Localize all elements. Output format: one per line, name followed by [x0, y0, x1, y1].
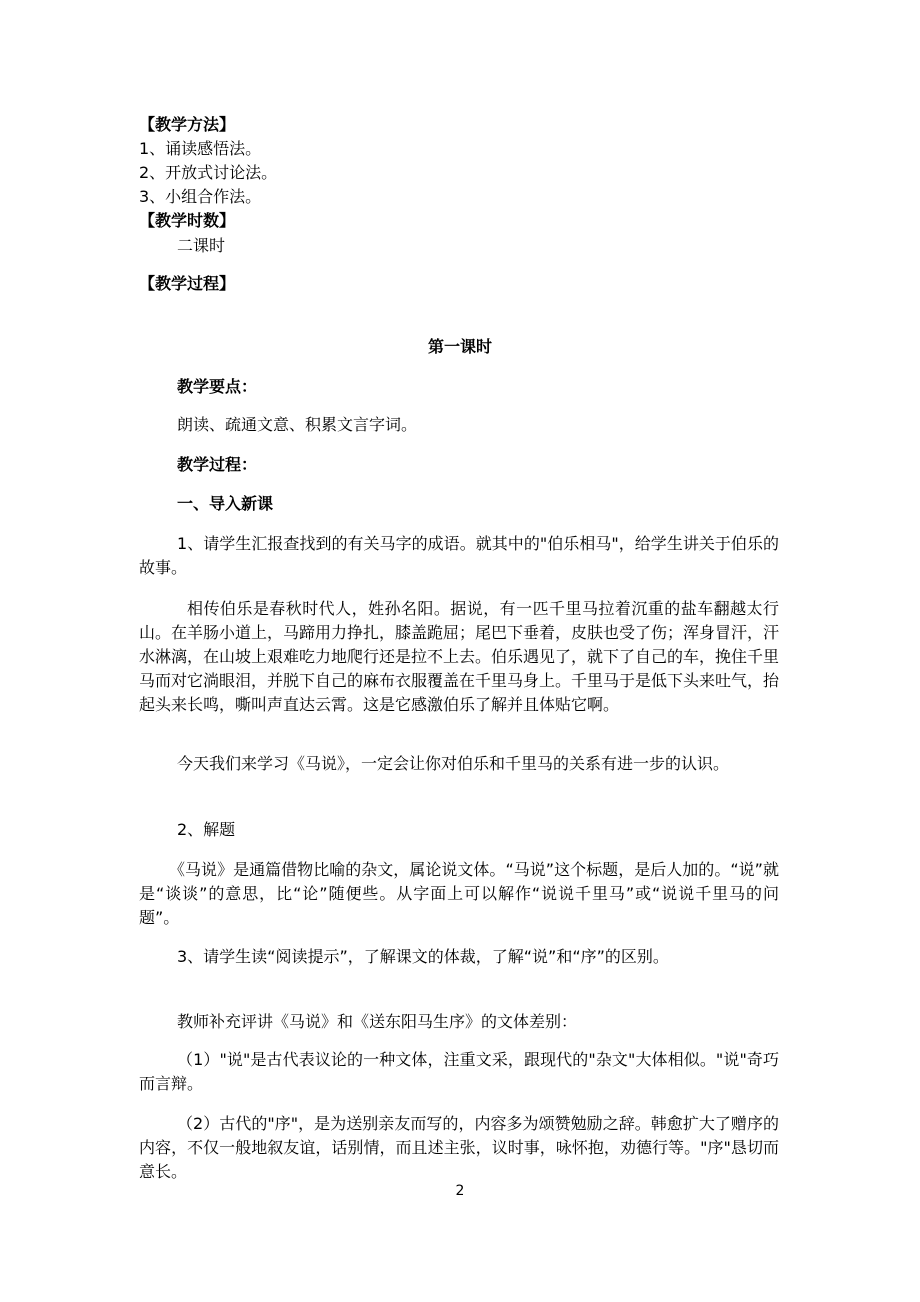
teaching-hours-heading: 【教学时数】: [139, 211, 236, 230]
teaching-method-heading: 【教学方法】: [139, 115, 236, 134]
page-number: 2: [455, 1183, 465, 1199]
paragraph-teacher-note: 教师补充评讲《马说》和《送东阳马生序》的文体差别：: [177, 1012, 578, 1031]
key-points-label: 教学要点：: [177, 377, 258, 396]
paragraph-xu-style: （2）古代的"序"，是为送别亲友而写的，内容多为颂赞勉励之辞。韩愈扩大了赠序的内容，不仅一般地叙友谊，话别情，而且述主张，议时事，咏怀抱，劝德行等。"序"恳切而意长。: [139, 1114, 779, 1181]
method-item-2: 2、开放式讨论法。: [139, 163, 278, 182]
paragraph-3: 今天我们来学习《马说》，一定会让你对伯乐和千里马的关系有进一步的认识。: [177, 754, 730, 773]
paragraph-reading-tips: 3、请学生读“阅读提示”，了解课文的体裁，了解“说”和“序”的区别。: [177, 947, 669, 966]
section-intro-heading: 一、导入新课: [177, 494, 274, 513]
method-item-1: 1、诵读感悟法。: [139, 139, 262, 158]
paragraph-1: 1、请学生汇报查找到的有关马字的成语。就其中的"伯乐相马"，给学生讲关于伯乐的故事。: [139, 534, 779, 577]
process-label: 教学过程：: [177, 455, 258, 474]
teaching-process-heading: 【教学过程】: [139, 274, 236, 293]
paragraph-title-explain: 《马说》是通篇借物比喻的杂文，属论说文体。“马说”这个标题，是后人加的。“说”就是“谈谈”的意思，比“论”随便些。从字面上可以解作“说说千里马”或“说说千里马的问题”。: [139, 860, 779, 927]
lesson-title: 第一课时: [427, 337, 492, 356]
paragraph-bole-story: 相传伯乐是春秋时代人，姓孙名阳。据说，有一匹千里马拉着沉重的盐车翻越太行山。在羊肠小道上，马蹄用力挣扎，膝盖跪屈；尾巴下垂着，皮肤也受了伤；浑身冒汗，汗水淋漓，在山坡上艰难吃力地爬行还是拉不上去。伯乐遇见了，就下了自己的车，挽住千里马而对它淌眼泪，并脱下自己的麻布衣服覆盖在千里马身上。千里马于是低下头来吐气，抬起头来长鸣，嘶叫声直达云霄。这是它感激伯乐了解并且体贴它啊。: [139, 599, 780, 714]
key-points-text: 朗读、疏通文意、积累文言字词。: [177, 415, 418, 434]
section-title-explain: 2、解题: [177, 820, 236, 839]
paragraph-shuo-style: （1）"说"是古代表议论的一种文体，注重文采，跟现代的"杂文"大体相似。"说"奇巧而言辩。: [139, 1050, 779, 1093]
method-item-3: 3、小组合作法。: [139, 187, 262, 206]
teaching-hours-value: 二课时: [177, 236, 226, 255]
